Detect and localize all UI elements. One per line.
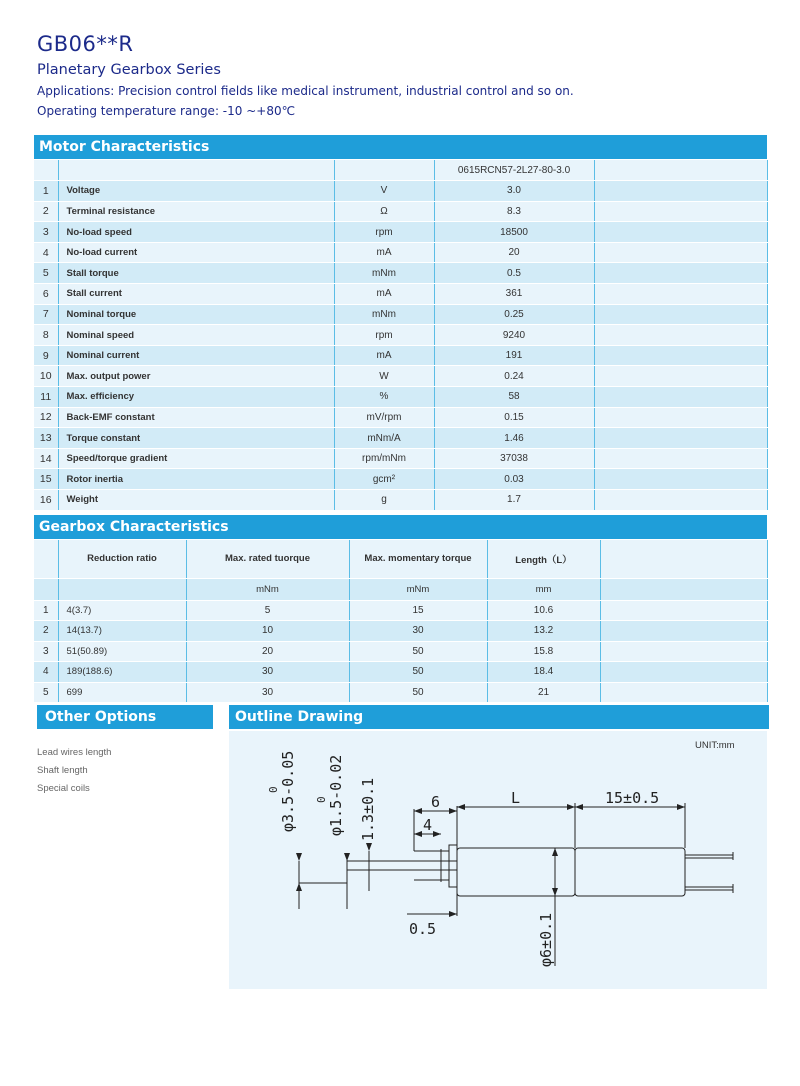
outline-drawing [229, 731, 767, 989]
gearbox-momentary-torque: 50 [349, 662, 487, 683]
gearbox-characteristics-table [34, 540, 768, 703]
motor-param-value: 361 [434, 284, 594, 305]
dim-output-dia-tol: 0 [315, 796, 328, 803]
motor-param-name: Nominal torque [58, 304, 334, 325]
dim-output-dia-label: φ1.5-0.02 [327, 754, 345, 836]
motor-param-name: No-load current [58, 242, 334, 263]
gearbox-length: 13.2 [487, 621, 600, 642]
options-list [37, 744, 111, 798]
motor-param-value: 0.24 [434, 366, 594, 387]
motor-row [34, 345, 767, 366]
motor-row [34, 325, 767, 346]
motor-param-value: 0.5 [434, 263, 594, 284]
motor-param-unit: gcm² [334, 469, 434, 490]
motor-param-name: Back-EMF constant [58, 407, 334, 428]
motor-row [34, 304, 767, 325]
motor-row [34, 428, 767, 449]
gearbox-momentary-torque: 15 [349, 600, 487, 621]
gearbox-rated-torque: 5 [186, 600, 349, 621]
gearbox-unit-row [34, 578, 767, 600]
motor-param-unit: rpm [334, 325, 434, 346]
motor-param-unit: mA [334, 345, 434, 366]
motor-row [34, 469, 767, 490]
motor-param-unit: mV/rpm [334, 407, 434, 428]
motor-param-value: 58 [434, 387, 594, 408]
motor-param-unit: % [334, 387, 434, 408]
unit-rated-torque: mNm [186, 578, 349, 600]
gearbox-length: 15.8 [487, 641, 600, 662]
motor-param-name: Torque constant [58, 428, 334, 449]
motor-model-row [34, 160, 767, 181]
flange-outline [449, 845, 457, 887]
motor-param-unit: W [334, 366, 434, 387]
motor-row [34, 284, 767, 305]
dim-4-label: 4 [423, 816, 433, 834]
gearbox-row [34, 662, 767, 683]
option-shaft-length: Shaft length [37, 765, 88, 776]
motor-row-number: 7 [34, 304, 58, 325]
motor-param-name: Max. efficiency [58, 387, 334, 408]
motor-param-value: 191 [434, 345, 594, 366]
motor-param-name: Rotor inertia [58, 469, 334, 490]
motor-param-value: 20 [434, 242, 594, 263]
unit-length: mm [487, 578, 600, 600]
dim-15-label: 15±0.5 [605, 789, 660, 807]
gearbox-reduction-ratio: 189(188.6) [58, 662, 186, 683]
gearbox-header-row [34, 540, 767, 578]
motor-param-value: 3.0 [434, 181, 594, 202]
motor-row-number: 14 [34, 448, 58, 469]
gearbox-momentary-torque: 50 [349, 641, 487, 662]
motor-row [34, 181, 767, 202]
motor-row [34, 201, 767, 222]
motor-param-name: Speed/torque gradient [58, 448, 334, 469]
motor-row [34, 242, 767, 263]
gearbox-row-number: 1 [34, 600, 58, 621]
motor-characteristics-table [34, 160, 768, 511]
motor-param-unit: g [334, 490, 434, 511]
gearbox-length: 10.6 [487, 600, 600, 621]
drawing-section-title: Outline Drawing [235, 709, 364, 725]
motor-body [575, 848, 685, 896]
gearbox-rated-torque: 30 [186, 662, 349, 683]
motor-param-unit: rpm/mNm [334, 448, 434, 469]
gearbox-reduction-ratio: 51(50.89) [58, 641, 186, 662]
gearbox-reduction-ratio: 4(3.7) [58, 600, 186, 621]
header-max-momentary-torque: Max. momentary torque [349, 540, 487, 578]
motor-param-name: Nominal current [58, 345, 334, 366]
motor-row-number: 16 [34, 490, 58, 511]
motor-param-value: 9240 [434, 325, 594, 346]
motor-param-unit: mA [334, 242, 434, 263]
gearbox-momentary-torque: 50 [349, 682, 487, 703]
motor-row-number: 13 [34, 428, 58, 449]
gearbox-row-number: 2 [34, 621, 58, 642]
dim-L-label: L [511, 789, 521, 807]
gearbox-section-title: Gearbox Characteristics [39, 519, 229, 535]
motor-row-number: 2 [34, 201, 58, 222]
gearbox-row-number: 5 [34, 682, 58, 703]
motor-param-unit: mNm [334, 304, 434, 325]
gearbox-row [34, 621, 767, 642]
motor-param-unit: mA [334, 284, 434, 305]
unit-momentary-torque: mNm [349, 578, 487, 600]
gearbox-section-header [34, 515, 767, 539]
motor-row [34, 263, 767, 284]
motor-row-number: 4 [34, 242, 58, 263]
gearbox-rated-torque: 20 [186, 641, 349, 662]
motor-section-header [34, 135, 767, 159]
option-special-coils: Special coils [37, 783, 90, 794]
motor-row-number: 1 [34, 181, 58, 202]
motor-param-unit: rpm [334, 222, 434, 243]
gearbox-reduction-ratio: 14(13.7) [58, 621, 186, 642]
gearbox-row [34, 682, 767, 703]
motor-model: 0615RCN57-2L27-80-3.0 [434, 160, 594, 181]
gearbox-length: 21 [487, 682, 600, 703]
dim-shaft-dia-tol: 0 [267, 786, 280, 793]
motor-param-name: Stall torque [58, 263, 334, 284]
motor-param-value: 0.25 [434, 304, 594, 325]
motor-param-name: Terminal resistance [58, 201, 334, 222]
motor-param-name: Nominal speed [58, 325, 334, 346]
header-max-rated-torque: Max. rated tuorque [186, 540, 349, 578]
gearbox-reduction-ratio: 699 [58, 682, 186, 703]
motor-row [34, 448, 767, 469]
gearbox-row-number: 3 [34, 641, 58, 662]
header-reduction-ratio: Reduction ratio [58, 540, 186, 578]
page-title: GB06**R [37, 32, 134, 56]
gearbox-momentary-torque: 30 [349, 621, 487, 642]
motor-param-value: 1.46 [434, 428, 594, 449]
motor-row-number: 3 [34, 222, 58, 243]
motor-param-value: 0.03 [434, 469, 594, 490]
gearbox-rated-torque: 10 [186, 621, 349, 642]
temperature-text: Operating temperature range: -10 ~+80℃ [37, 104, 296, 118]
gearbox-row-number: 4 [34, 662, 58, 683]
motor-param-unit: mNm [334, 263, 434, 284]
motor-param-unit: V [334, 181, 434, 202]
options-section-title: Other Options [45, 709, 157, 725]
motor-param-value: 18500 [434, 222, 594, 243]
gearbox-length: 18.4 [487, 662, 600, 683]
motor-param-name: Max. output power [58, 366, 334, 387]
motor-row-number: 10 [34, 366, 58, 387]
motor-param-name: Weight [58, 490, 334, 511]
dim-shaft-dia-label: φ3.5-0.05 [279, 750, 297, 832]
motor-param-name: Voltage [58, 181, 334, 202]
motor-row-number: 6 [34, 284, 58, 305]
drawing-section-header [229, 705, 769, 729]
motor-row-number: 11 [34, 387, 58, 408]
header-length: Length（L） [487, 540, 600, 578]
motor-row-number: 15 [34, 469, 58, 490]
motor-row-number: 5 [34, 263, 58, 284]
motor-row [34, 366, 767, 387]
dim-flat-label: 1.3±0.1 [359, 777, 377, 841]
motor-row-number: 9 [34, 345, 58, 366]
applications-text: Applications: Precision control fields like medical instrument, industrial control and so on. [37, 84, 574, 98]
motor-section-title: Motor Characteristics [39, 139, 210, 155]
motor-param-unit: Ω [334, 201, 434, 222]
option-lead-wires: Lead wires length [37, 747, 112, 758]
motor-param-value: 0.15 [434, 407, 594, 428]
dim-05-label: 0.5 [409, 920, 437, 938]
motor-row [34, 222, 767, 243]
gearbox-row [34, 600, 767, 621]
motor-row-number: 8 [34, 325, 58, 346]
motor-param-name: Stall current [58, 284, 334, 305]
motor-row-number: 12 [34, 407, 58, 428]
motor-row [34, 407, 767, 428]
motor-param-value: 1.7 [434, 490, 594, 511]
motor-param-name: No-load speed [58, 222, 334, 243]
motor-row [34, 387, 767, 408]
motor-row [34, 490, 767, 511]
motor-param-unit: mNm/A [334, 428, 434, 449]
gearbox-row [34, 641, 767, 662]
dim-body-dia-label: φ6±0.1 [537, 912, 555, 967]
gearbox-rated-torque: 30 [186, 682, 349, 703]
drawing-unit-label: UNIT:mm [695, 740, 735, 751]
options-section-header [37, 705, 213, 729]
page-subtitle: Planetary Gearbox Series [37, 62, 221, 78]
motor-param-value: 37038 [434, 448, 594, 469]
motor-param-value: 8.3 [434, 201, 594, 222]
dim-6-label: 6 [431, 793, 441, 811]
